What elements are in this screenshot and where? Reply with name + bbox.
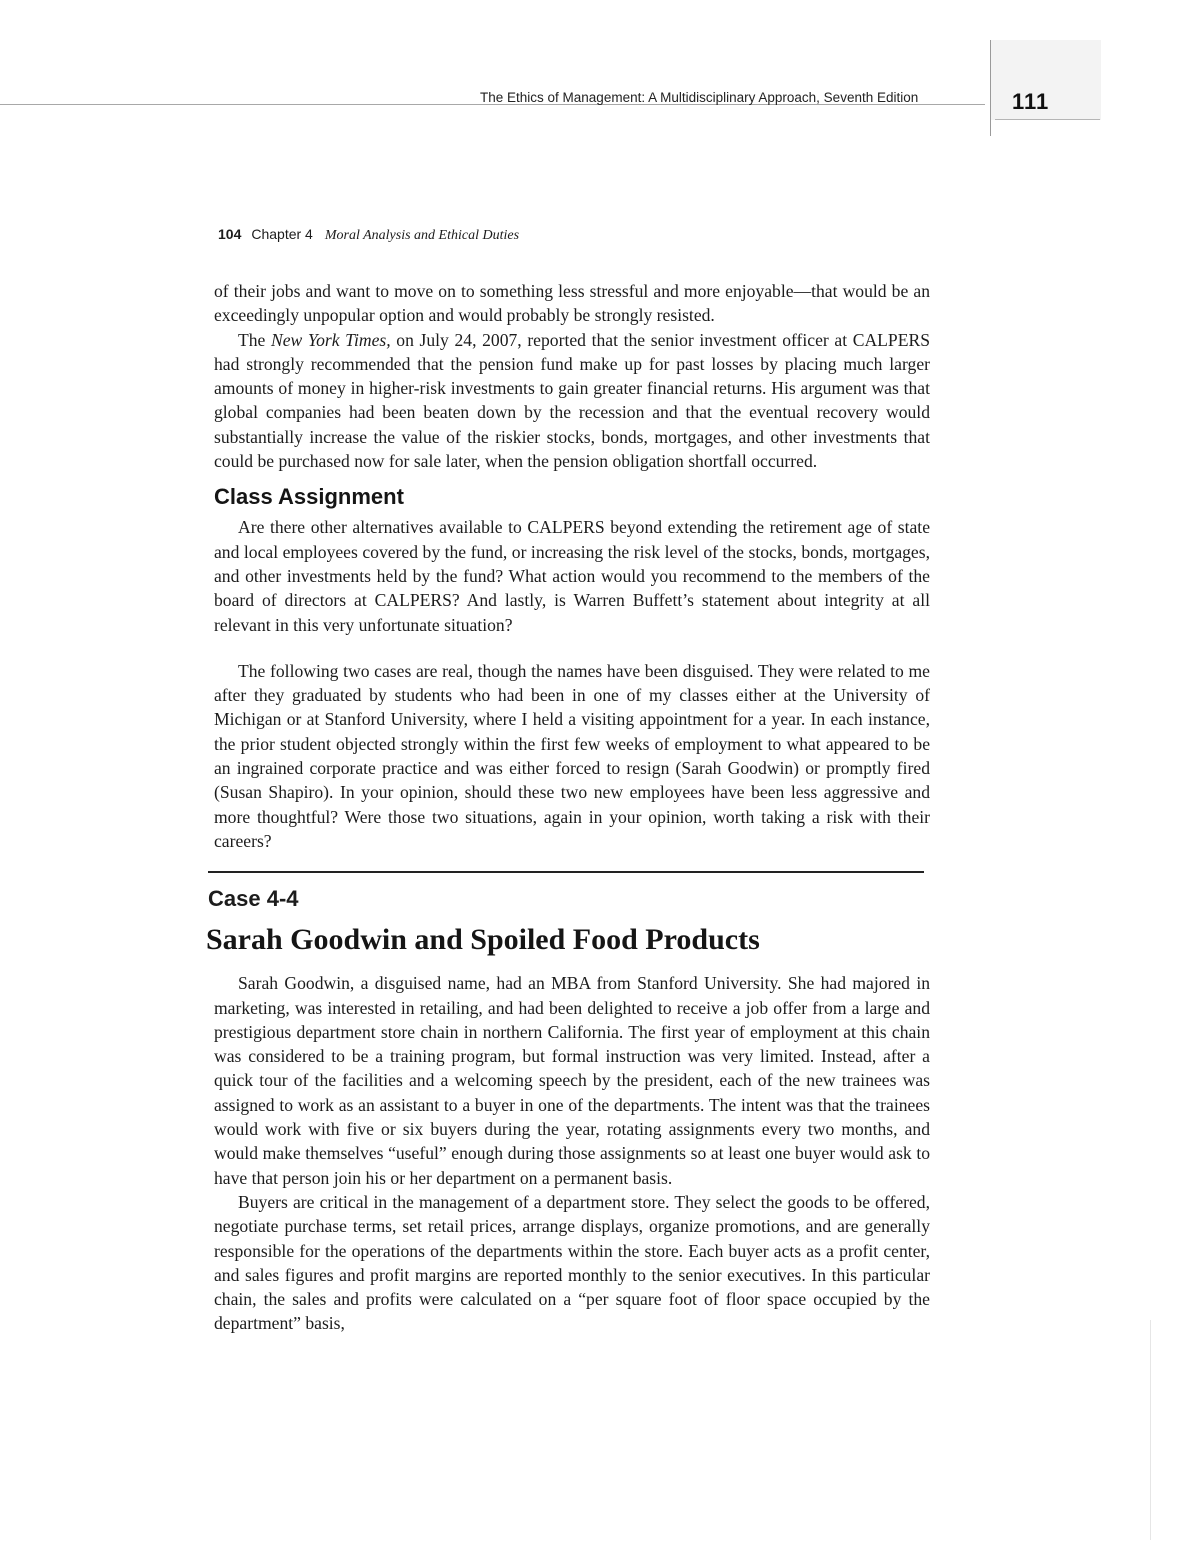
header-vertical-rule <box>990 40 991 136</box>
case-paragraph-1: Sarah Goodwin, a disguised name, had an MBA from Stanford University. She had majored in marketing, was interested in retailing, and had been delighted to receive a job offer from a large and prestigious department store chain in northern California. The first year of employment at this chain was considered to be a training program, but formal instruction was very limited. Instead, after a quick tour of the facilities and a welcoming speech by the president, each of the new trainees was assigned to work as an assistant to a buyer in one of the departments. The intent was that the trainees would work with five or six buyers during the year, rotating assignments every two months, and would make themselves “useful” enough during those assignments so at least one buyer would ask to have that person join his or her department on a permanent basis. <box>214 973 930 1188</box>
class-assignment-heading: Class Assignment <box>214 484 404 510</box>
scan-edge-line <box>1150 1320 1151 1540</box>
case-title: Sarah Goodwin and Spoiled Food Products <box>206 923 760 957</box>
chapter-label: Chapter 4 <box>251 226 313 242</box>
chapter-page-number: 104 <box>218 226 242 242</box>
paragraph-nyt-text: on July 24, 2007, reported that the senior investment officer at CALPERS had strongly recommended that the pension fund make up for past losses by placing much larger amounts of money in higher-risk investments to gain greater financial returns. His argument was that global companies had been beaten down by the recession and that the eventual recovery would substantially increase the value of the riskier stocks, bonds, mortgages, and other investments that could be purchased now for sale later, when the pension obligation shortfall occurred. <box>214 329 930 472</box>
chapter-title: Moral Analysis and Ethical Duties <box>324 228 520 243</box>
running-header-title: The Ethics of Management: A Multidisciplinary Approach, Seventh Edition <box>480 90 919 105</box>
publication-name: New York Times, <box>271 329 391 350</box>
chapter-header <box>218 226 519 244</box>
paragraph-nyt <box>214 328 930 474</box>
paragraph-nyt-prefix: The <box>238 329 271 350</box>
page-body <box>206 279 930 1336</box>
class-assignment-text: Are there other alternatives available to CALPERS beyond extending the retirement age of state and local employees covered by the fund, or increasing the risk level of the stocks, bonds, mortgages, and other investments held by the fund? What action would you recommend to the members of the board of directors at CALPERS? And lastly, is Warren Buffett’s statement about integrity at all relevant in this very unfortunate situation? <box>214 517 930 635</box>
cases-intro-paragraph: The following two cases are real, though the names have been disguised. They were related to me after they graduated by students who had been in one of my classes either at the University of Michigan or at Stanford University, where I held a visiting appointment for a year. In each instance, the prior student objected strongly within the first few weeks of employment to what appeared to be an ingrained corporate practice and was either forced to resign (Sarah Goodwin) or promptly fired (Susan Shapiro). In your opinion, should these two new employees have been less aggressive and more thoughtful? Were those two situations, again in your opinion, worth taking a risk with their careers? <box>214 660 930 851</box>
paragraph-continued: of their jobs and want to move on to something less stressful and more enjoyable—that would be an exceedingly unpopular option and would probably be strongly resisted. <box>214 281 930 326</box>
case-label: Case 4-4 <box>208 886 299 912</box>
case-paragraph-2: Buyers are critical in the management of a department store. They select the goods to be offered, negotiate purchase terms, set retail prices, arrange displays, organize promotions, and are generally responsible for the operations of the departments within the store. Each buyer acts as a profit center, and sales figures and profit margins are reported monthly to the senior executives. In this particular chain, the sales and profits were calculated on a “per square foot of floor space occupied by the department” basis, <box>214 1191 930 1334</box>
running-header-page-number: 111 <box>1012 89 1050 114</box>
section-divider <box>208 871 924 873</box>
header-rule-right <box>995 119 1100 120</box>
